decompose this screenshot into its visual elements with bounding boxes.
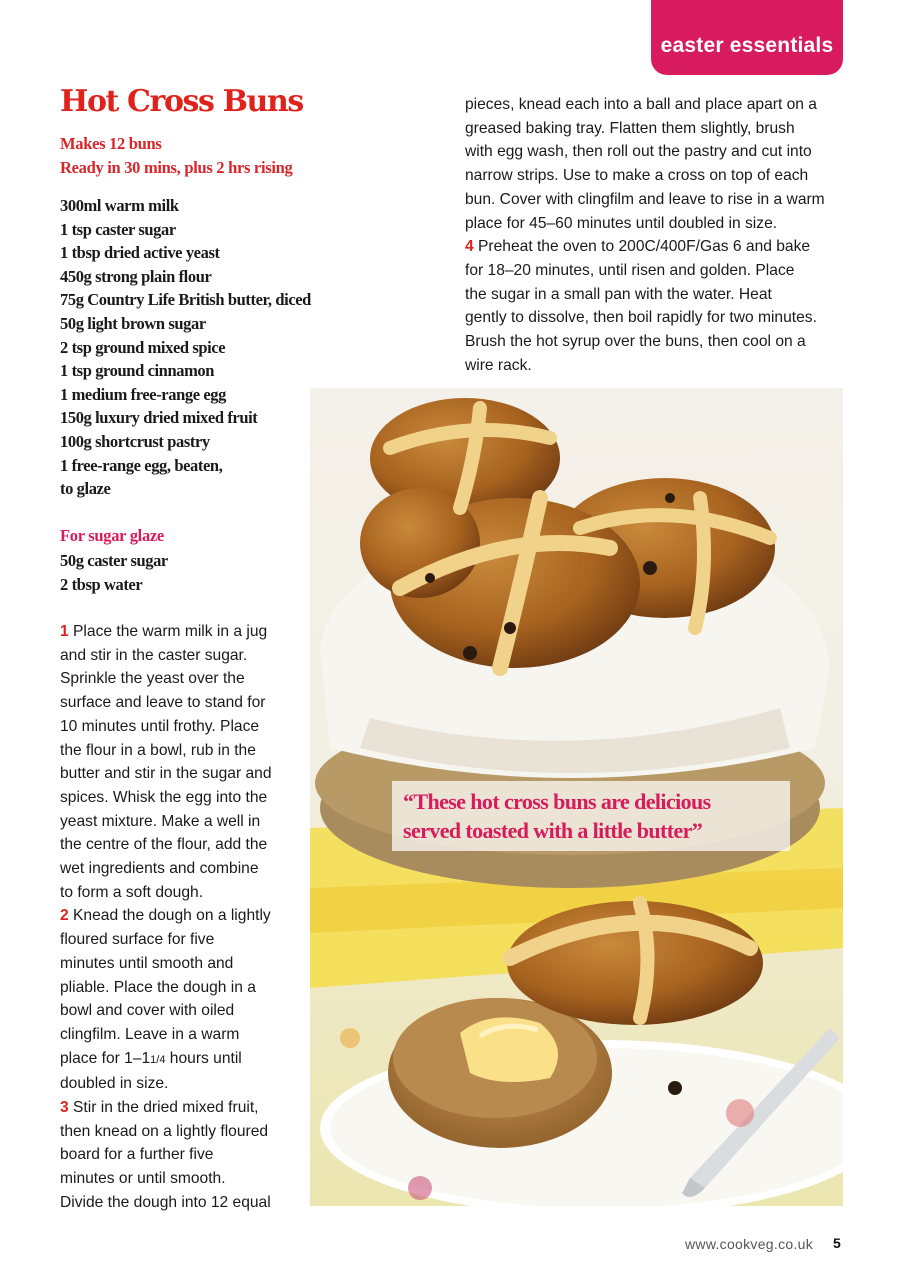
method-text: bowl and cover with oiled — [60, 1002, 235, 1020]
method-text: gently to dissolve, then boil rapidly for two minutes. — [465, 309, 817, 327]
ingredient-item: 100g shortcrust pastry — [60, 431, 210, 451]
page-number: 5 — [833, 1235, 841, 1251]
glaze-ingredient-item: 2 tbsp water — [60, 574, 143, 594]
step-number: 4 — [465, 238, 474, 256]
method-text: hours until — [165, 1049, 242, 1067]
ingredient-item: 300ml warm milk — [60, 196, 179, 215]
recipe-time: Ready in 30 mins, plus 2 hrs rising — [60, 157, 293, 177]
method-line — [465, 117, 850, 141]
ingredient-item: 450g strong plain flour — [60, 266, 212, 286]
method-line — [465, 212, 850, 236]
method-line — [60, 620, 300, 644]
ingredient-item: 1 free-range egg, beaten, — [60, 455, 223, 475]
pull-quote-text — [403, 787, 711, 845]
method-line — [60, 667, 300, 691]
method-text: spices. Whisk the egg into the — [60, 788, 268, 806]
section-tab-label: easter essentials — [660, 34, 834, 57]
method-text: the flour in a bowl, rub in the — [60, 741, 256, 759]
method-text: minutes or until smooth. — [60, 1170, 226, 1188]
pull-quote-line: served toasted with a little butter” — [403, 818, 703, 843]
method-line — [60, 976, 300, 1000]
method-line — [60, 904, 300, 928]
method-text: place for 45–60 minutes until doubled in size. — [465, 214, 778, 232]
method-text: the sugar in a small pan with the water. Heat — [465, 285, 772, 303]
fraction: 1/4 — [150, 1053, 166, 1066]
method-line — [60, 1023, 300, 1047]
glaze-ingredient-list — [60, 549, 168, 596]
method-text: with egg wash, then roll out the pastry and cut into — [465, 143, 812, 161]
method-text: Place the warm milk in a jug — [73, 623, 268, 640]
method-line — [60, 1047, 300, 1073]
method-text: butter and stir in the sugar and — [60, 765, 272, 783]
method-line — [60, 952, 300, 976]
ingredient-item: 1 tsp caster sugar — [60, 219, 176, 239]
method-line — [60, 1120, 300, 1144]
method-line — [465, 188, 850, 212]
method-line — [60, 833, 300, 857]
method-line — [60, 1191, 300, 1215]
method-line — [465, 164, 850, 188]
method-text: yeast mixture. Make a well in — [60, 812, 261, 830]
method-text: board for a further five — [60, 1146, 214, 1164]
method-text: Knead the dough on a lightly — [73, 907, 271, 925]
ingredient-item: 1 medium free-range egg — [60, 384, 226, 404]
method-line — [465, 354, 850, 378]
recipe-yield: Makes 12 buns — [60, 134, 162, 153]
method-text: pieces, knead each into a ball and place apart on a — [465, 96, 817, 113]
pull-quote — [392, 781, 790, 851]
method-text: Preheat the oven to 200C/400F/Gas 6 and bake — [478, 238, 811, 256]
method-line — [60, 739, 300, 763]
method-column-right — [465, 93, 850, 377]
method-text: pliable. Place the dough in a — [60, 978, 256, 996]
method-text: Divide the dough into 12 equal — [60, 1193, 271, 1211]
method-text: the centre of the flour, add the — [60, 836, 268, 854]
method-text: to form a soft dough. — [60, 883, 204, 901]
method-line — [60, 1096, 300, 1120]
method-line — [60, 928, 300, 952]
method-line — [465, 330, 850, 354]
method-text: Stir in the dried mixed fruit, — [73, 1099, 259, 1117]
method-text: minutes until smooth and — [60, 954, 234, 972]
method-text: 10 minutes until frothy. Place — [60, 717, 260, 735]
method-text: Brush the hot syrup over the buns, then cool on a — [465, 333, 806, 351]
method-line — [60, 857, 300, 881]
method-line — [60, 715, 300, 739]
method-line — [465, 306, 850, 330]
method-text: and stir in the caster sugar. — [60, 646, 248, 664]
ingredient-item: 75g Country Life British butter, diced — [60, 290, 311, 310]
method-line — [465, 235, 850, 259]
method-line — [60, 691, 300, 715]
step-number: 3 — [60, 1099, 69, 1117]
method-text: floured surface for five — [60, 931, 215, 949]
method-line — [60, 881, 300, 905]
method-line — [465, 259, 850, 283]
glaze-heading: For sugar glaze — [60, 526, 164, 545]
step-number: 2 — [60, 907, 69, 925]
glaze-ingredient-item: 50g caster sugar — [60, 551, 168, 570]
section-tab — [651, 0, 843, 75]
ingredient-item: to glaze — [60, 479, 111, 499]
ingredient-item: 50g light brown sugar — [60, 313, 206, 333]
method-line — [60, 1143, 300, 1167]
method-line — [465, 283, 850, 307]
step-number: 1 — [60, 623, 69, 640]
method-line — [60, 999, 300, 1023]
method-text: greased baking tray. Flatten them slightly, brush — [465, 119, 795, 137]
ingredient-item: 1 tsp ground cinnamon — [60, 361, 215, 381]
ingredient-item: 1 tbsp dried active yeast — [60, 243, 220, 263]
footer-url: www.cookveg.co.uk — [685, 1236, 814, 1252]
method-line — [60, 810, 300, 834]
ingredient-item: 2 tsp ground mixed spice — [60, 337, 226, 357]
method-column-left — [60, 620, 300, 1215]
recipe-title: Hot Cross Buns — [60, 84, 303, 119]
method-text: doubled in size. — [60, 1075, 169, 1093]
ingredient-item: 150g luxury dried mixed fruit — [60, 408, 258, 428]
method-line — [60, 1167, 300, 1191]
method-line — [60, 644, 300, 668]
method-text: wire rack. — [465, 356, 532, 374]
method-text: wet ingredients and combine — [60, 860, 259, 878]
method-line — [465, 140, 850, 164]
method-line — [60, 762, 300, 786]
method-text: narrow strips. Use to make a cross on top of each — [465, 167, 809, 185]
method-text: Sprinkle the yeast over the — [60, 670, 245, 688]
method-line — [60, 1072, 300, 1096]
method-text: then knead on a lightly floured — [60, 1122, 269, 1140]
method-line — [60, 786, 300, 810]
method-text: place for 1–1 — [60, 1049, 151, 1067]
method-text: clingfilm. Leave in a warm — [60, 1025, 240, 1043]
pull-quote-line: “These hot cross buns are delicious — [403, 789, 711, 814]
recipe-meta — [60, 132, 292, 179]
method-text: surface and leave to stand for — [60, 694, 266, 712]
method-text: for 18–20 minutes, until risen and golden. Place — [465, 261, 795, 279]
method-text: bun. Cover with clingfilm and leave to rise in a warm — [465, 190, 825, 208]
method-line — [465, 93, 850, 117]
